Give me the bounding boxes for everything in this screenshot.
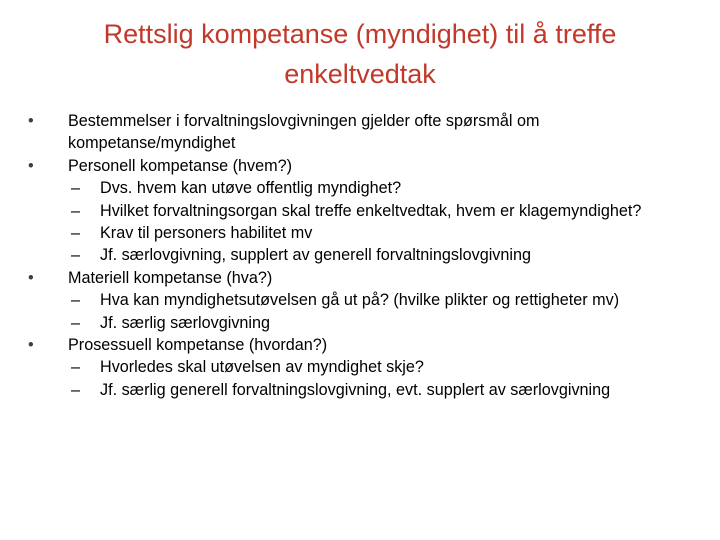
dash-icon: – (71, 224, 81, 243)
bullet-item (28, 334, 698, 356)
dash-icon: – (71, 201, 81, 220)
bullet-icon: • (28, 268, 34, 287)
sub-bullet-text: Krav til personers habilitet mv (100, 224, 313, 243)
dash-icon: – (71, 358, 81, 377)
slide-body (28, 110, 698, 401)
sub-bullet-item (28, 289, 698, 311)
slide-title (40, 14, 680, 94)
bullet-icon: • (28, 112, 34, 130)
sub-bullet-text: Dvs. hvem kan utøve offentlig myndighet? (100, 179, 402, 198)
sub-bullet-text: Jf. særlig særlovgivning (100, 313, 271, 332)
bullet-item (28, 267, 698, 289)
sub-bullet-text: Hvilket forvaltningsorgan skal treffe enkeltvedtak, hvem er klagemyndighet? (100, 201, 642, 220)
dash-icon: – (71, 291, 81, 310)
sub-bullet-text: Hva kan myndighetsutøvelsen gå ut på? (hvilke plikter og rettigheter mv) (100, 291, 620, 310)
sub-bullet-item (28, 244, 698, 266)
bullet-text: Bestemmelser i forvaltningslovgivningen gjelder ofte spørsmål om kompetanse/myndighet (68, 112, 540, 153)
bullet-text: Prosessuell kompetanse (hvordan?) (68, 335, 328, 354)
dash-icon: – (71, 179, 81, 198)
sub-bullet-text: Hvorledes skal utøvelsen av myndighet skje? (100, 358, 424, 377)
bullet-icon: • (28, 335, 34, 354)
bullet-text: Personell kompetanse (hvem?) (68, 156, 293, 175)
bullet-icon: • (28, 156, 34, 175)
bullet-item (28, 110, 698, 155)
sub-bullet-item (28, 356, 698, 378)
sub-bullet-item (28, 200, 698, 222)
slide-title-line-1: Rettslig kompetanse (myndighet) til å treffe (103, 19, 617, 49)
bullet-item (28, 155, 698, 177)
sub-bullet-text: Jf. særlig generell forvaltningslovgivning, evt. supplert av særlovgivning (100, 380, 611, 399)
sub-bullet-item (28, 177, 698, 199)
dash-icon: – (71, 246, 81, 265)
sub-bullet-text: Jf. særlovgivning, supplert av generell forvaltningslovgivning (100, 246, 531, 265)
sub-bullet-item (28, 379, 698, 401)
dash-icon: – (71, 380, 81, 399)
sub-bullet-item (28, 222, 698, 244)
sub-bullet-item (28, 312, 698, 334)
bullet-text: Materiell kompetanse (hva?) (68, 268, 273, 287)
slide-title-line-2: enkeltvedtak (284, 59, 436, 89)
dash-icon: – (71, 313, 81, 332)
